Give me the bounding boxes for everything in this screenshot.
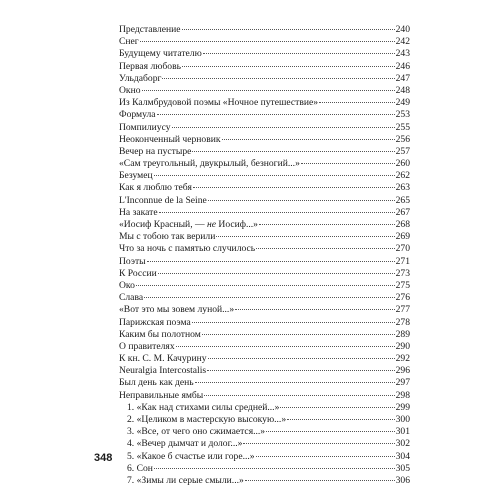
toc-entry-title: Неправильные ямбы xyxy=(119,389,204,401)
toc-entry-page: 256 xyxy=(395,133,410,145)
toc-entry xyxy=(119,122,410,134)
toc-entry-page: 257 xyxy=(395,145,410,157)
toc-entry xyxy=(119,341,410,353)
toc-entry-title: L'Inconnue de la Seine xyxy=(119,194,207,206)
toc-entry-page: 253 xyxy=(395,109,410,121)
toc-entry-title: Будущему читателю xyxy=(119,48,202,60)
toc-entry-title: Представление xyxy=(119,24,181,35)
toc-entry xyxy=(119,377,410,389)
toc-entry xyxy=(119,24,410,36)
toc-entry-page: 267 xyxy=(395,206,410,218)
toc-leader-dots xyxy=(287,419,394,420)
toc-leader-dots xyxy=(203,53,395,54)
toc-leader-dots xyxy=(235,309,394,310)
toc-entry-title: Око xyxy=(119,279,135,291)
toc-entry xyxy=(119,365,410,377)
toc-entry-title: Что за ночь с памятью случилось xyxy=(119,243,256,255)
toc-entry-page: 263 xyxy=(395,182,410,194)
toc-entry-title: К России xyxy=(119,267,157,279)
toc-entry xyxy=(119,207,410,219)
toc-entry xyxy=(119,146,410,158)
toc-entry-page: 240 xyxy=(395,24,410,35)
toc-leader-dots xyxy=(172,127,395,128)
toc-entry-page: 275 xyxy=(395,279,410,291)
toc-entry xyxy=(119,97,410,109)
toc-entry-title: 5. «Какое б счастье или горе...» xyxy=(127,450,255,462)
toc-leader-dots xyxy=(204,395,394,396)
toc-leader-dots xyxy=(243,443,394,444)
toc-leader-dots xyxy=(216,236,394,237)
toc-entry-page: 301 xyxy=(395,426,410,438)
toc-leader-dots xyxy=(192,151,394,152)
toc-leader-dots xyxy=(147,261,395,262)
toc-entry-page: 273 xyxy=(395,267,410,279)
toc-entry-title: О правителях xyxy=(119,340,175,352)
toc-leader-dots xyxy=(136,285,395,286)
toc-leader-dots xyxy=(154,175,395,176)
page-number: 348 xyxy=(94,452,113,464)
toc-leader-dots xyxy=(266,431,395,432)
toc-entry-title: К кн. С. М. Качурину xyxy=(119,353,207,365)
toc-entry xyxy=(119,61,410,73)
toc-entry xyxy=(119,280,410,292)
toc-entry-title: 1. «Как над стихами силы средней...» xyxy=(127,401,280,413)
toc-leader-dots xyxy=(245,480,395,481)
toc-entry-title: Парижская поэма xyxy=(119,316,191,328)
toc-entry xyxy=(119,475,410,487)
toc-entry xyxy=(119,158,410,170)
toc-entry-title: Был день как день xyxy=(119,377,194,389)
toc-entry-title: 3. «Все, от чего оно сжимается...» xyxy=(127,426,266,438)
toc-entry-page: 271 xyxy=(395,255,410,267)
toc-entry xyxy=(119,73,410,85)
toc-entry-page: 268 xyxy=(395,219,410,230)
toc-entry xyxy=(119,219,410,231)
toc-entry-page: 297 xyxy=(395,377,410,389)
toc-entry xyxy=(119,36,410,48)
toc-leader-dots xyxy=(256,248,394,249)
toc-entry-title: 2. «Целиком в мастерскую высокую...» xyxy=(127,414,287,425)
toc-leader-dots xyxy=(144,297,395,298)
toc-leader-dots xyxy=(159,212,395,213)
toc-entry xyxy=(119,304,410,316)
toc-entry xyxy=(119,292,410,304)
toc-entry-page: 296 xyxy=(395,365,410,377)
toc-leader-dots xyxy=(259,224,395,225)
toc-entry-title: Из Калмбрудовой поэмы «Ночное путешествие» xyxy=(119,97,319,109)
toc-entry-page: 262 xyxy=(395,170,410,182)
toc-entry-page: 265 xyxy=(395,194,410,206)
toc-leader-dots xyxy=(176,346,395,347)
toc-entry-title: 6. Сон xyxy=(127,462,153,474)
toc-entry xyxy=(119,426,410,438)
toc-leader-dots xyxy=(158,273,395,274)
toc-leader-dots xyxy=(207,370,395,371)
toc-entry xyxy=(119,256,410,268)
toc-entry-page: 276 xyxy=(395,292,410,304)
toc-entry-page: 269 xyxy=(395,231,410,243)
toc-leader-dots xyxy=(195,382,395,383)
toc-entry-title: Неоконченный черновик xyxy=(119,133,221,145)
toc-entry-title: Мы с тобою так верили xyxy=(119,231,216,243)
toc-entry xyxy=(119,463,410,475)
toc-entry xyxy=(119,195,410,207)
toc-entry xyxy=(119,451,410,463)
toc-entry-title: «Сам треугольный, двукрылый, безногий...» xyxy=(119,158,300,170)
toc-leader-dots xyxy=(154,468,395,469)
toc-leader-dots xyxy=(319,102,395,103)
toc-leader-dots xyxy=(208,200,395,201)
toc-entry-title: Окно xyxy=(119,84,141,96)
toc-leader-dots xyxy=(182,66,395,67)
toc-entry-title: 4. «Вечер дымчат и долог...» xyxy=(127,438,243,450)
toc-entry xyxy=(119,390,410,402)
toc-entry xyxy=(119,402,410,414)
toc-leader-dots xyxy=(202,334,395,335)
toc-entry-title: Безумец xyxy=(119,170,153,182)
toc-entry xyxy=(119,243,410,255)
toc-entry xyxy=(119,317,410,329)
toc-entry-title: Ульдаборг xyxy=(119,72,162,84)
toc-leader-dots xyxy=(280,407,394,408)
toc-entry-page: 277 xyxy=(395,304,410,316)
toc-entry xyxy=(119,134,410,146)
toc-entry-title: Neuralgia Intercostalis xyxy=(119,365,207,377)
toc-entry-title: Каким бы полотном xyxy=(119,328,201,340)
toc-entry xyxy=(119,231,410,243)
toc-entry xyxy=(119,414,410,426)
toc-entry-page: 255 xyxy=(395,121,410,133)
toc-entry xyxy=(119,85,410,97)
toc-leader-dots xyxy=(256,456,395,457)
toc-entry-page: 243 xyxy=(395,48,410,60)
toc-entry-page: 242 xyxy=(395,36,410,48)
toc-entry-title: Помпилиусу xyxy=(119,121,171,133)
toc-leader-dots xyxy=(222,139,395,140)
toc-leader-dots xyxy=(182,29,395,30)
toc-entry-title: 7. «Зимы ли серые смыли...» xyxy=(127,474,244,486)
toc-entry-title: Первая любовь xyxy=(119,60,181,72)
toc-entry-page: 304 xyxy=(395,450,410,462)
toc-entry-page: 306 xyxy=(395,474,410,486)
toc-entry xyxy=(119,268,410,280)
toc-leader-dots xyxy=(208,358,395,359)
toc-leader-dots xyxy=(142,90,395,91)
toc-entry-page: 305 xyxy=(395,462,410,474)
toc-entry-page: 278 xyxy=(395,316,410,328)
toc-entry-title: «Иосиф Красный, — не Иосиф...» xyxy=(119,219,258,230)
toc-entry-title: Поэты xyxy=(119,255,146,267)
toc-entry-page: 248 xyxy=(395,84,410,96)
toc-entry-title: «Вот это мы зовем луной...» xyxy=(119,304,235,316)
toc-leader-dots xyxy=(157,114,395,115)
toc-entry-page: 249 xyxy=(395,97,410,109)
toc-entry-page: 302 xyxy=(395,438,410,450)
toc-entry xyxy=(119,109,410,121)
toc-entry xyxy=(119,170,410,182)
toc-entry xyxy=(119,438,410,450)
toc-entry-page: 247 xyxy=(395,72,410,84)
toc-entry-page: 300 xyxy=(395,414,410,425)
toc-entry-page: 290 xyxy=(395,340,410,352)
toc-leader-dots xyxy=(162,78,394,79)
toc-entry-page: 299 xyxy=(395,401,410,413)
toc-entry-title: Формула xyxy=(119,109,156,121)
toc-leader-dots xyxy=(193,187,395,188)
toc-entry xyxy=(119,182,410,194)
toc-leader-dots xyxy=(301,163,395,164)
toc-entry-page: 292 xyxy=(395,353,410,365)
toc-entry-title: Снег xyxy=(119,36,139,48)
toc-leader-dots xyxy=(140,41,395,42)
toc-entry-title: На закате xyxy=(119,206,158,218)
toc-leader-dots xyxy=(192,322,395,323)
toc-entry-page: 289 xyxy=(395,328,410,340)
table-of-contents xyxy=(119,24,410,487)
toc-entry xyxy=(119,48,410,60)
toc-entry-page: 270 xyxy=(395,243,410,255)
toc-entry-title: Вечер на пустыре xyxy=(119,145,192,157)
toc-entry xyxy=(119,353,410,365)
toc-entry xyxy=(119,329,410,341)
toc-entry-title: Слава xyxy=(119,292,144,304)
toc-entry-page: 298 xyxy=(395,389,410,401)
toc-entry-page: 246 xyxy=(395,60,410,72)
toc-entry-page: 260 xyxy=(395,158,410,170)
toc-entry-title: Как я люблю тебя xyxy=(119,182,192,194)
